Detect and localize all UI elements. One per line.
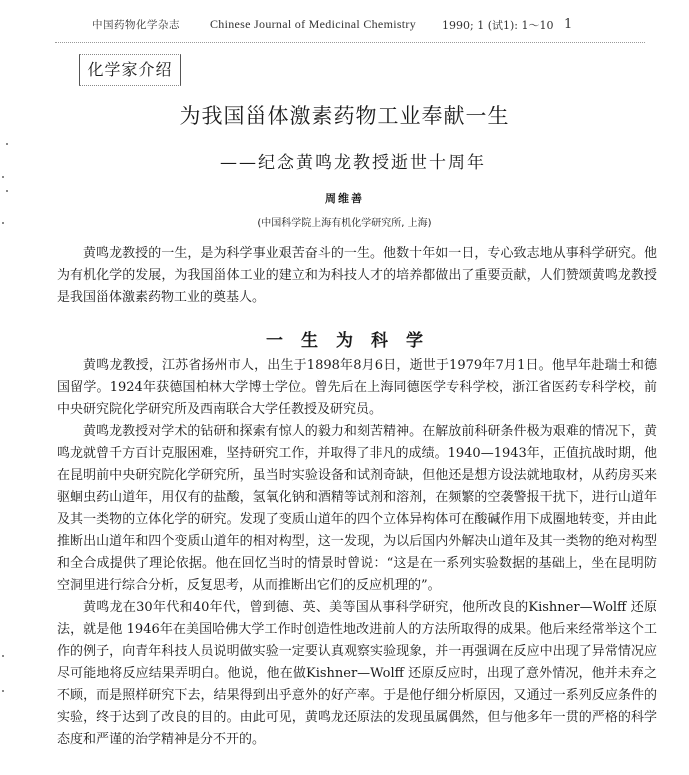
header-rule (55, 42, 645, 43)
body-paragraph: 黄鸣龙在30年代和40年代，曾到德、英、美等国从事科学研究，他所改良的Kishner—Wolff 还原法，就是他 1946年在美国哈佛大学工作时创造性地改进前人的方法所取得的成果。他后来经常举这个工作的例子，向青年科技人员说明做实验一定要认真观察实验现象，并一再强调在反应中出现了异常情况应尽可能地将反应结果弄明白。他说，他在做Kishner—Wolff 还原反应时，出现了意外情况，他并未弃之不顾，而是照样研究下去，结果得到出乎意外的好产率。于是他仔细分析原因，又通过一系列反应条件的实验，终于达到了改良的目的。由此可见，黄鸣龙还原法的发现虽属偶然，但与他多年一贯的严格的科学态度和严谨的治学精神是分不开的。 (57, 600, 657, 747)
intro-paragraph: 黄鸣龙教授的一生，是为科学事业艰苦奋斗的一生。他数十年如一日，专心致志地从事科学研究。他为有机化学的发展，为我国甾体工业的建立和为科技人才的培养都做出了重要贡献，人们赞颂黄鸣龙教授是我国甾体激素药物工业的奠基人。 (57, 246, 657, 305)
scan-speck (2, 690, 4, 692)
article-subtitle: ——纪念黄鸣龙教授逝世十周年 (220, 153, 486, 173)
scan-speck (6, 143, 8, 145)
scan-speck (2, 222, 4, 224)
author-name: 周维善 (325, 192, 364, 205)
body-paragraph: 黄鸣龙教授，江苏省扬州市人，出生于1898年8月6日，逝世于1979年7月1日。他早年赴瑞士和德国留学。1924年获德国柏林大学博士学位。曾先后在上海同德医学专科学校，浙江省医药专科学校，前中央研究院化学研究所及西南联合大学任教授及研究员。 (57, 358, 657, 417)
author-affiliation: (中国科学院上海有机化学研究所, 上海) (257, 218, 432, 229)
journal-name-cn: 中国药物化学杂志 (92, 19, 180, 31)
issue-info: 1990; 1 (试1): 1～10 (442, 19, 554, 32)
scan-speck (2, 176, 4, 178)
scan-speck (2, 655, 4, 657)
section-heading: 一生为科学 (266, 331, 441, 351)
article-title: 为我国甾体激素药物工业奉献一生 (179, 104, 510, 128)
column-label: 化学家介绍 (79, 54, 181, 86)
scan-speck (6, 190, 8, 192)
body-paragraph: 黄鸣龙教授对学术的钻研和探索有惊人的毅力和刻苦精神。在解放前科研条件极为艰难的情况下，黄鸣龙就曾千方百计克服困难，坚持研究工作，并取得了非凡的成绩。1940—1943年，正值抗战时期，他在昆明前中央研究院化学研究所，虽当时实验设备和试剂奇缺，但他还是想方设法就地取材，从药房买来驱蛔虫药山道年，用仅有的盐酸，氢氧化钠和酒精等试剂和溶剂，在频繁的空袭警报干扰下，进行山道年及其一类物的立体化学的研究。发现了变质山道年的四个立体异构体可在酸碱作用下成圈地转变，并由此推断出山道年和四个变质山道年的相对构型，这一发现，为以后国内外解决山道年及其一类物的绝对构型和全合成提供了理论依据。他在回忆当时的情景时曾说：“这是在一系列实验数据的基础上，坐在昆明防空洞里进行综合分析，反复思考，从而推断出它们的反应机理的”。 (57, 424, 657, 593)
intro-section (57, 243, 657, 309)
journal-name-en: Chinese Journal of Medicinal Chemistry (210, 17, 417, 31)
running-header (92, 17, 612, 37)
section-body (57, 355, 657, 751)
page-number: 1 (564, 17, 573, 32)
